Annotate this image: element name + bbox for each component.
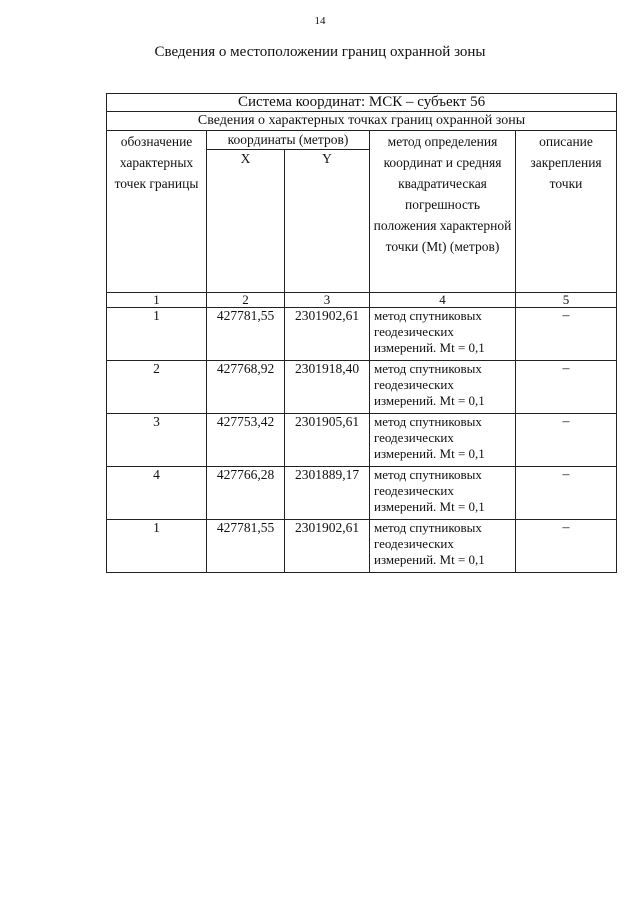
header-description: описание закрепления точки xyxy=(516,131,617,293)
coordinate-system-label: Система координат: МСК – субъект 56 xyxy=(107,94,617,112)
table-row xyxy=(107,308,617,361)
column-number: 5 xyxy=(516,293,617,308)
coord-y: 2301918,40 xyxy=(285,361,370,414)
column-number: 1 xyxy=(107,293,207,308)
coord-x: 427768,92 xyxy=(207,361,285,414)
table-row xyxy=(107,467,617,520)
coord-y: 2301905,61 xyxy=(285,414,370,467)
header-row xyxy=(107,131,617,150)
coord-x: 427766,28 xyxy=(207,467,285,520)
column-number: 4 xyxy=(370,293,516,308)
coord-y: 2301902,61 xyxy=(285,520,370,573)
table-row xyxy=(107,414,617,467)
description-dash: – xyxy=(516,520,617,573)
points-info-label: Сведения о характерных точках границ охранной зоны xyxy=(107,112,617,131)
method-text: метод спутниковых геодезических измерений. Mt = 0,1 xyxy=(370,414,516,467)
point-id: 4 xyxy=(107,467,207,520)
points-info-row xyxy=(107,112,617,131)
header-y: Y xyxy=(285,150,370,293)
column-number: 3 xyxy=(285,293,370,308)
description-dash: – xyxy=(516,414,617,467)
point-id: 3 xyxy=(107,414,207,467)
boundary-points-table xyxy=(106,93,617,573)
column-number-row xyxy=(107,293,617,308)
header-point: обозначение характерных точек границы xyxy=(107,131,207,293)
description-dash: – xyxy=(516,467,617,520)
method-text: метод спутниковых геодезических измерений. Mt = 0,1 xyxy=(370,308,516,361)
description-dash: – xyxy=(516,308,617,361)
table-row xyxy=(107,520,617,573)
header-x: X xyxy=(207,150,285,293)
page-number: 14 xyxy=(314,15,326,27)
method-text: метод спутниковых геодезических измерений. Mt = 0,1 xyxy=(370,467,516,520)
coord-y: 2301889,17 xyxy=(285,467,370,520)
coord-x: 427781,55 xyxy=(207,520,285,573)
point-id: 2 xyxy=(107,361,207,414)
point-id: 1 xyxy=(107,520,207,573)
column-number: 2 xyxy=(207,293,285,308)
coord-x: 427753,42 xyxy=(207,414,285,467)
header-coords: координаты (метров) xyxy=(207,131,370,150)
document-title: Сведения о местоположении границ охранной зоны xyxy=(154,44,486,60)
point-id: 1 xyxy=(107,308,207,361)
header-method: метод определения координат и средняя квадратическая погрешность положения характерной точки (Mt) (метров) xyxy=(370,131,516,293)
method-text: метод спутниковых геодезических измерений. Mt = 0,1 xyxy=(370,520,516,573)
coord-x: 427781,55 xyxy=(207,308,285,361)
table-row xyxy=(107,361,617,414)
coordinate-system-row xyxy=(107,94,617,112)
description-dash: – xyxy=(516,361,617,414)
method-text: метод спутниковых геодезических измерений. Mt = 0,1 xyxy=(370,361,516,414)
coord-y: 2301902,61 xyxy=(285,308,370,361)
